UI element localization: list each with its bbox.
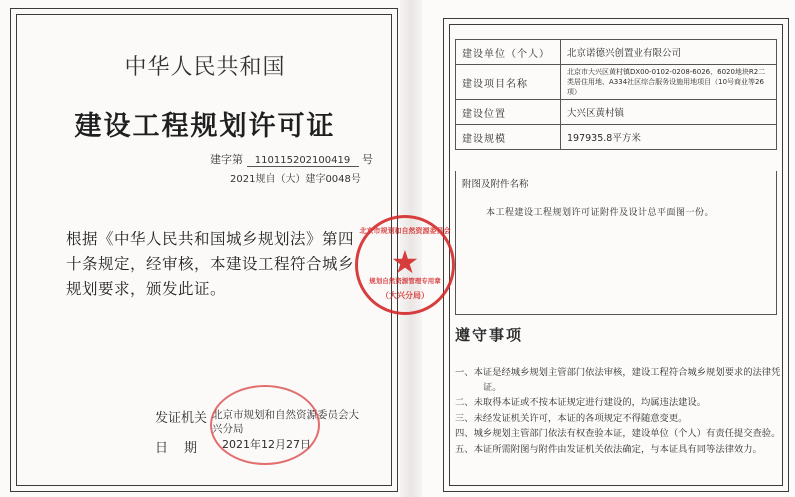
- row-value: 北京诺德兴创置业有限公司: [561, 40, 777, 65]
- table-row: [456, 40, 777, 65]
- table-row: [456, 65, 777, 100]
- date-label: 日期: [155, 441, 214, 456]
- row-value: 北京市大兴区黄村镇DX00-0102-0208-6026、6020地块R2二类居住用地、A334社区综合服务设施用地项目（10号商业等26项）: [561, 65, 777, 100]
- sub-number: 2021规自（大）建字0048号: [230, 174, 361, 185]
- star-icon: ★: [390, 242, 420, 281]
- country-heading: 中华人民共和国: [124, 55, 286, 80]
- row-label: 建设单位（个人）: [456, 40, 561, 65]
- seal-top-text: 北京市规划和自然资源委员会: [359, 227, 451, 235]
- list-item: 四、城乡规划主管部门依法有权查验本证，建设单位（个人）有责任提交查验。: [455, 428, 781, 439]
- attachments-text: 本工程建设工程规划许可证附件及设计总平面图一份。: [486, 208, 715, 218]
- issue-date: 2021年12月27日: [222, 438, 311, 451]
- notice-list: [455, 366, 781, 458]
- row-value: 197935.8平方米: [561, 125, 777, 150]
- table-row: [456, 100, 777, 125]
- seal-bottom-text: （大兴分局）: [381, 291, 429, 300]
- certificate-body-text: 根据《中华人民共和国城乡规划法》第四十条规定，经审核，本建设工程符合城乡规划要求，颁发此证。: [66, 230, 355, 298]
- list-item: 三、未经发证机关许可，本证的各项规定不得随意变更。: [455, 412, 688, 424]
- number-suffix: 号: [362, 153, 373, 166]
- certificate-number: 110115202100419: [247, 155, 359, 167]
- seal-middle-text: 规划自然资源管理专用章: [369, 277, 441, 285]
- row-label: 建设规模: [456, 125, 561, 150]
- project-info-table: [455, 39, 777, 150]
- attachments-box: [455, 171, 777, 315]
- attachments-label: 附图及附件名称: [462, 179, 529, 190]
- official-seal: [355, 215, 455, 315]
- issuer-label: 发证机关: [155, 411, 208, 426]
- list-item: 一、本证是经城乡规划主管部门依法审核，建设工程符合城乡规划要求的法律凭证。: [455, 367, 781, 393]
- list-item: 二、未取得本证或不按本证规定进行建设的，均属违法建设。: [455, 397, 707, 408]
- certificate-title: 建设工程规划许可证: [74, 111, 336, 142]
- issuer-value: 北京市规划和自然资源委员会大兴分局: [212, 409, 359, 435]
- list-item: 五、本证所需附图与附件由发证机关依法确定，与本证具有同等法律效力。: [455, 443, 762, 455]
- certificate-number-row: [210, 151, 373, 167]
- notice-title: 遵守事项: [455, 326, 524, 344]
- issuer-stamp-seal: [210, 385, 320, 465]
- table-row: [456, 125, 777, 150]
- row-label: 建设项目名称: [456, 65, 561, 100]
- row-label: 建设位置: [456, 100, 561, 125]
- row-value: 大兴区黄村镇: [561, 100, 777, 125]
- number-prefix: 建字第: [210, 153, 243, 166]
